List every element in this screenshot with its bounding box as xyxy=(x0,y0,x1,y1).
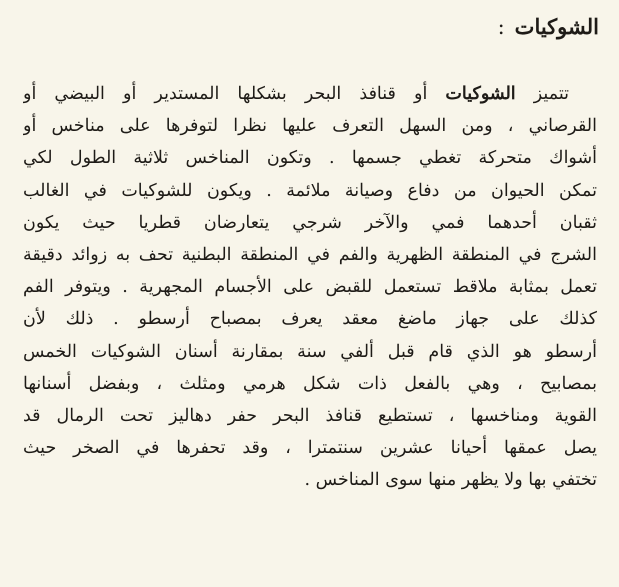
paragraph-line-7: تعمل بمثابة ملاقط تستعمل للقبض على الأجسام المجهرية . ويتوفر الفم xyxy=(23,277,597,298)
line-1-rest: أو قنافذ البحر بشكلها المستدير أو البيضي أو xyxy=(23,84,446,104)
body-paragraph xyxy=(23,78,597,496)
paragraph-line-6: الشرج في المنطقة الظهرية والفم في المنطقة البطنية تحف به زوائد دقيقة xyxy=(23,244,597,265)
paragraph-line-11: القوية ومناخسها ، تستطيع قنافذ البحر حفر دهاليز تحت الرمال قد xyxy=(23,405,597,426)
paragraph-line-2: القرصاني ، ومن السهل التعرف عليها نظرا لتوفرها على مناخس أو xyxy=(23,116,597,137)
heading-colon: : xyxy=(497,15,505,39)
paragraph-line-12: يصل عمقها أحيانا عشرين سنتمترا ، وقد تحفرها في الصخر حيث xyxy=(23,438,597,459)
paragraph-line-5: ثقبان أحدهما فمي والآخر شرجي يتعارضان قطريا حيث يكون xyxy=(23,212,597,233)
paragraph-line-8: كذلك على جهاز ماضغ معقد يعرف بمصباح أرسطو . ذلك لأن xyxy=(23,309,597,330)
bold-term: الشوكيات xyxy=(445,84,516,104)
section-title: الشوكيات xyxy=(514,14,599,39)
paragraph-line-10: بمصابيح ، وهي بالفعل ذات شكل هرمي ومثلث ، وبفضل أسنانها xyxy=(23,373,597,394)
paragraph-line-13: تختفي بها ولا يظهر منها سوى المناخس . xyxy=(304,470,597,491)
paragraph-line-4: تمكن الحيوان من دفاع وصيانة ملائمة . ويكون للشوكيات في الغالب xyxy=(23,180,597,201)
paragraph-line-1 xyxy=(23,78,597,110)
section-heading xyxy=(498,12,599,42)
paragraph-line-9: أرسطو هو الذي قام قبل ألفي سنة بمقارنة أسنان الشوكيات الخمس xyxy=(23,341,597,362)
line-1-lead-word: تتميز xyxy=(533,84,569,104)
paragraph-line-3: أشواك متحركة تغطي جسمها . وتكون المناخس ثلاثية الطول لكي xyxy=(23,148,597,169)
